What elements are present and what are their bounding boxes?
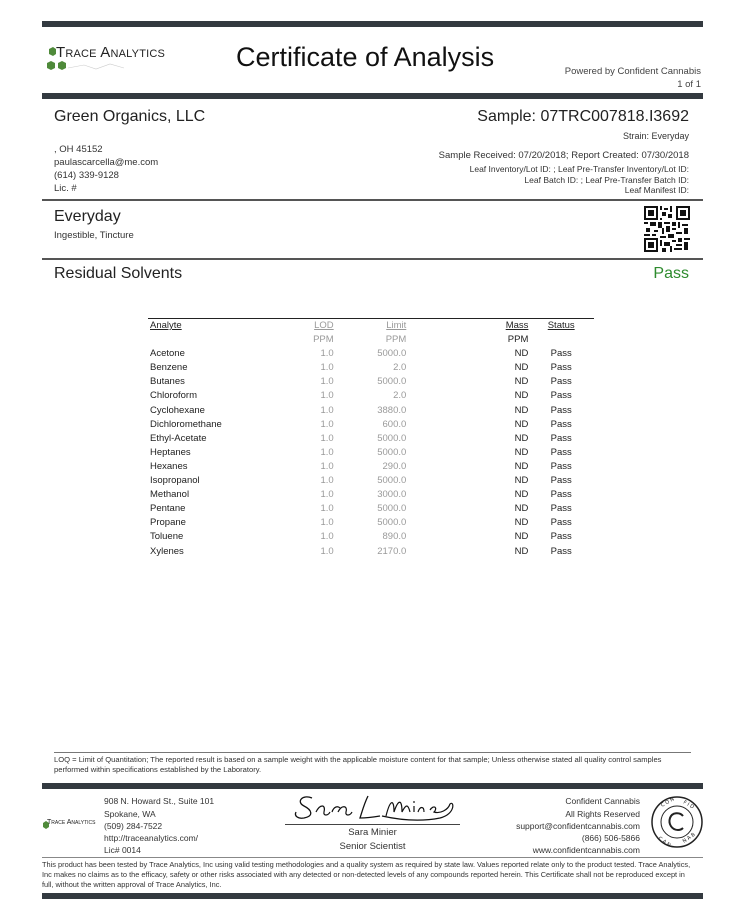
lab-license: Lic# 0014 xyxy=(104,845,141,855)
mass-cell: ND xyxy=(514,418,529,430)
analyte-cell: Cyclohexane xyxy=(150,404,205,416)
lod-cell: 1.0 xyxy=(320,404,334,416)
mass-cell: ND xyxy=(514,517,529,529)
table-row xyxy=(148,375,594,389)
unit-limit: PPM xyxy=(385,334,407,346)
analyte-cell: Methanol xyxy=(150,489,190,501)
svg-text:F I D: F I D xyxy=(682,799,695,811)
loq-note: LOQ = Limit of Quantitation; The reported result is based on a sample weight with the applicable moisture content for that sample; Unless otherwise stated all quality control samples performed within specifications established by the Laboratory. xyxy=(54,755,662,774)
sample-id: Sample: 07TRC007818.I3692 xyxy=(477,108,689,125)
lod-cell: 1.0 xyxy=(320,531,334,543)
confident-cannabis-seal-icon xyxy=(650,795,704,849)
status-cell: Pass xyxy=(550,517,572,529)
lod-cell: 1.0 xyxy=(320,517,334,529)
status-cell: Pass xyxy=(550,545,572,557)
status-cell: Pass xyxy=(550,404,572,416)
limit-cell: 5000.0 xyxy=(377,376,407,388)
lod-cell: 1.0 xyxy=(320,446,334,458)
signer-title: Senior Scientist xyxy=(339,841,406,852)
client-email: paulascarcella@me.com xyxy=(54,157,159,168)
header-analyte: Analyte xyxy=(148,319,291,334)
note-divider xyxy=(54,752,691,753)
divider-1 xyxy=(42,199,703,201)
limit-cell: 5000.0 xyxy=(377,517,407,529)
status-cell: Pass xyxy=(550,418,572,430)
unit-analyte xyxy=(148,333,291,347)
page-number: 1 of 1 xyxy=(677,79,701,90)
unit-status xyxy=(528,333,594,347)
section-result: Pass xyxy=(653,265,689,282)
status-cell: Pass xyxy=(550,362,572,374)
mass-cell: ND xyxy=(514,531,529,543)
signature-image xyxy=(290,790,460,826)
analyte-cell: Benzene xyxy=(150,362,188,374)
lod-cell: 1.0 xyxy=(320,475,334,487)
limit-cell: 2.0 xyxy=(393,390,407,402)
status-cell: Pass xyxy=(550,475,572,487)
status-cell: Pass xyxy=(550,432,572,444)
trace-analytics-logo xyxy=(44,44,194,76)
powered-by: Powered by Confident Cannabis xyxy=(564,66,701,77)
table-row xyxy=(148,530,594,544)
lod-cell: 1.0 xyxy=(320,545,334,557)
limit-cell: 5000.0 xyxy=(377,432,407,444)
lab-address-1: 908 N. Howard St., Suite 101 xyxy=(104,796,215,806)
product-type: Ingestible, Tincture xyxy=(54,230,134,241)
status-cell: Pass xyxy=(550,446,572,458)
svg-text:C O N: C O N xyxy=(660,796,676,809)
lod-cell: 1.0 xyxy=(320,362,334,374)
footer-thin-line xyxy=(42,857,703,858)
lab-address-2: Spokane, WA xyxy=(104,809,156,819)
signer-name: Sara Minier xyxy=(348,827,397,838)
mass-cell: ND xyxy=(514,362,529,374)
logo-text: Trace Analytics xyxy=(56,44,166,61)
table-row xyxy=(148,389,594,403)
lod-cell: 1.0 xyxy=(320,348,334,360)
analyte-cell: Propane xyxy=(150,517,186,529)
header-limit: Limit xyxy=(334,319,407,334)
sample-dates: Sample Received: 07/20/2018; Report Created: 07/30/2018 xyxy=(438,150,689,161)
table-row xyxy=(148,488,594,502)
limit-cell: 3880.0 xyxy=(377,404,407,416)
disclaimer: This product has been tested by Trace Analytics, Inc using valid testing methodologies and a quality system as required by state law. Values reported relate only to the product tested. Trace Analytics, Inc makes no claims as to the efficacy, safety or other risks associated with any detected or non-detected levels of any compounds reported herein. This Certificate shall not be reproduced except in full, without the written approval of Trace Analytics, Inc. xyxy=(42,860,691,889)
mass-cell: ND xyxy=(514,376,529,388)
client-name: Green Organics, LLC xyxy=(54,108,206,125)
analyte-cell: Toluene xyxy=(150,531,184,543)
lab-phone: (509) 284-7522 xyxy=(104,821,163,831)
mass-cell: ND xyxy=(514,390,529,402)
mass-cell: ND xyxy=(514,432,529,444)
leaf-batch: Leaf Batch ID: ; Leaf Pre-Transfer Batch ID: xyxy=(524,175,689,185)
product-name: Everyday xyxy=(54,208,121,225)
qr-code-icon xyxy=(644,206,690,252)
limit-cell: 600.0 xyxy=(382,418,407,430)
analyte-cell: Isopropanol xyxy=(150,475,200,487)
limit-cell: 2170.0 xyxy=(377,545,407,557)
mass-cell: ND xyxy=(514,503,529,515)
limit-cell: 2.0 xyxy=(393,362,407,374)
mass-cell: ND xyxy=(514,489,529,501)
strain: Strain: Everyday xyxy=(622,131,689,141)
analyte-cell: Hexanes xyxy=(150,460,188,472)
analyte-cell: Butanes xyxy=(150,376,185,388)
mass-cell: ND xyxy=(514,404,529,416)
status-cell: Pass xyxy=(550,348,572,360)
limit-cell: 5000.0 xyxy=(377,475,407,487)
page-title: Certificate of Analysis xyxy=(236,42,495,72)
status-cell: Pass xyxy=(550,390,572,402)
mass-cell: ND xyxy=(514,545,529,557)
footer-lab-logo xyxy=(42,819,102,831)
results-table xyxy=(148,318,594,559)
table-row xyxy=(148,432,594,446)
table-row xyxy=(148,404,594,418)
client-license: Lic. # xyxy=(54,183,77,194)
analyte-cell: Heptanes xyxy=(150,446,191,458)
top-bar xyxy=(42,21,703,27)
svg-text:C A N: C A N xyxy=(656,835,672,849)
section-title: Residual Solvents xyxy=(54,265,183,282)
limit-cell: 290.0 xyxy=(382,460,407,472)
lab-website[interactable]: http://traceanalytics.com/ xyxy=(104,833,199,843)
limit-cell: 5000.0 xyxy=(377,503,407,515)
table-row xyxy=(148,446,594,460)
status-cell: Pass xyxy=(550,503,572,515)
analyte-cell: Xylenes xyxy=(150,545,184,557)
leaf-inventory: Leaf Inventory/Lot ID: ; Leaf Pre-Transfer Inventory/Lot ID: xyxy=(469,164,689,174)
footer-logo-text: Trace Analytics xyxy=(47,819,96,826)
unit-mass: PPM xyxy=(507,334,529,346)
header-lod: LOD xyxy=(291,319,333,334)
mass-cell: ND xyxy=(514,348,529,360)
analyte-cell: Ethyl-Acetate xyxy=(150,432,207,444)
mass-cell: ND xyxy=(514,475,529,487)
lod-cell: 1.0 xyxy=(320,390,334,402)
table-row xyxy=(148,474,594,488)
limit-cell: 5000.0 xyxy=(377,446,407,458)
status-cell: Pass xyxy=(550,376,572,388)
divider-2 xyxy=(42,258,703,260)
signature-line xyxy=(285,824,460,825)
table-row xyxy=(148,516,594,530)
lod-cell: 1.0 xyxy=(320,460,334,472)
analyte-cell: Dichloromethane xyxy=(150,418,222,430)
lod-cell: 1.0 xyxy=(320,418,334,430)
cc-phone: (866) 506-5866 xyxy=(581,833,640,843)
lod-cell: 1.0 xyxy=(320,376,334,388)
cc-rights: All Rights Reserved xyxy=(565,809,640,819)
units-row xyxy=(148,333,594,347)
bottom-bar xyxy=(42,893,703,899)
table-header-row xyxy=(148,319,594,334)
table-row xyxy=(148,361,594,375)
limit-cell: 5000.0 xyxy=(377,348,407,360)
unit-lod: PPM xyxy=(313,334,334,346)
header-mass: Mass xyxy=(406,319,528,334)
limit-cell: 3000.0 xyxy=(377,489,407,501)
cc-name: Confident Cannabis xyxy=(565,796,640,806)
lod-cell: 1.0 xyxy=(320,432,334,444)
footer-divider xyxy=(42,783,703,789)
svg-text:N A B: N A B xyxy=(681,831,697,845)
header-status: Status xyxy=(528,319,594,334)
status-cell: Pass xyxy=(550,531,572,543)
leaf-manifest: Leaf Manifest ID: xyxy=(624,185,689,195)
lod-cell: 1.0 xyxy=(320,489,334,501)
table-row xyxy=(148,545,594,559)
header-divider xyxy=(42,93,703,99)
analyte-cell: Pentane xyxy=(150,503,186,515)
mass-cell: ND xyxy=(514,460,529,472)
mass-cell: ND xyxy=(514,446,529,458)
table-row xyxy=(148,460,594,474)
limit-cell: 890.0 xyxy=(382,531,407,543)
table-row xyxy=(148,347,594,361)
analyte-cell: Chloroform xyxy=(150,390,197,402)
lod-cell: 1.0 xyxy=(320,503,334,515)
analyte-cell: Acetone xyxy=(150,348,185,360)
cc-website[interactable]: www.confidentcannabis.com xyxy=(532,845,640,855)
cc-email[interactable]: support@confidentcannabis.com xyxy=(516,821,640,831)
status-cell: Pass xyxy=(550,489,572,501)
client-address: , OH 45152 xyxy=(54,144,103,155)
table-row xyxy=(148,418,594,432)
client-phone: (614) 339-9128 xyxy=(54,170,119,181)
table-row xyxy=(148,502,594,516)
status-cell: Pass xyxy=(550,460,572,472)
